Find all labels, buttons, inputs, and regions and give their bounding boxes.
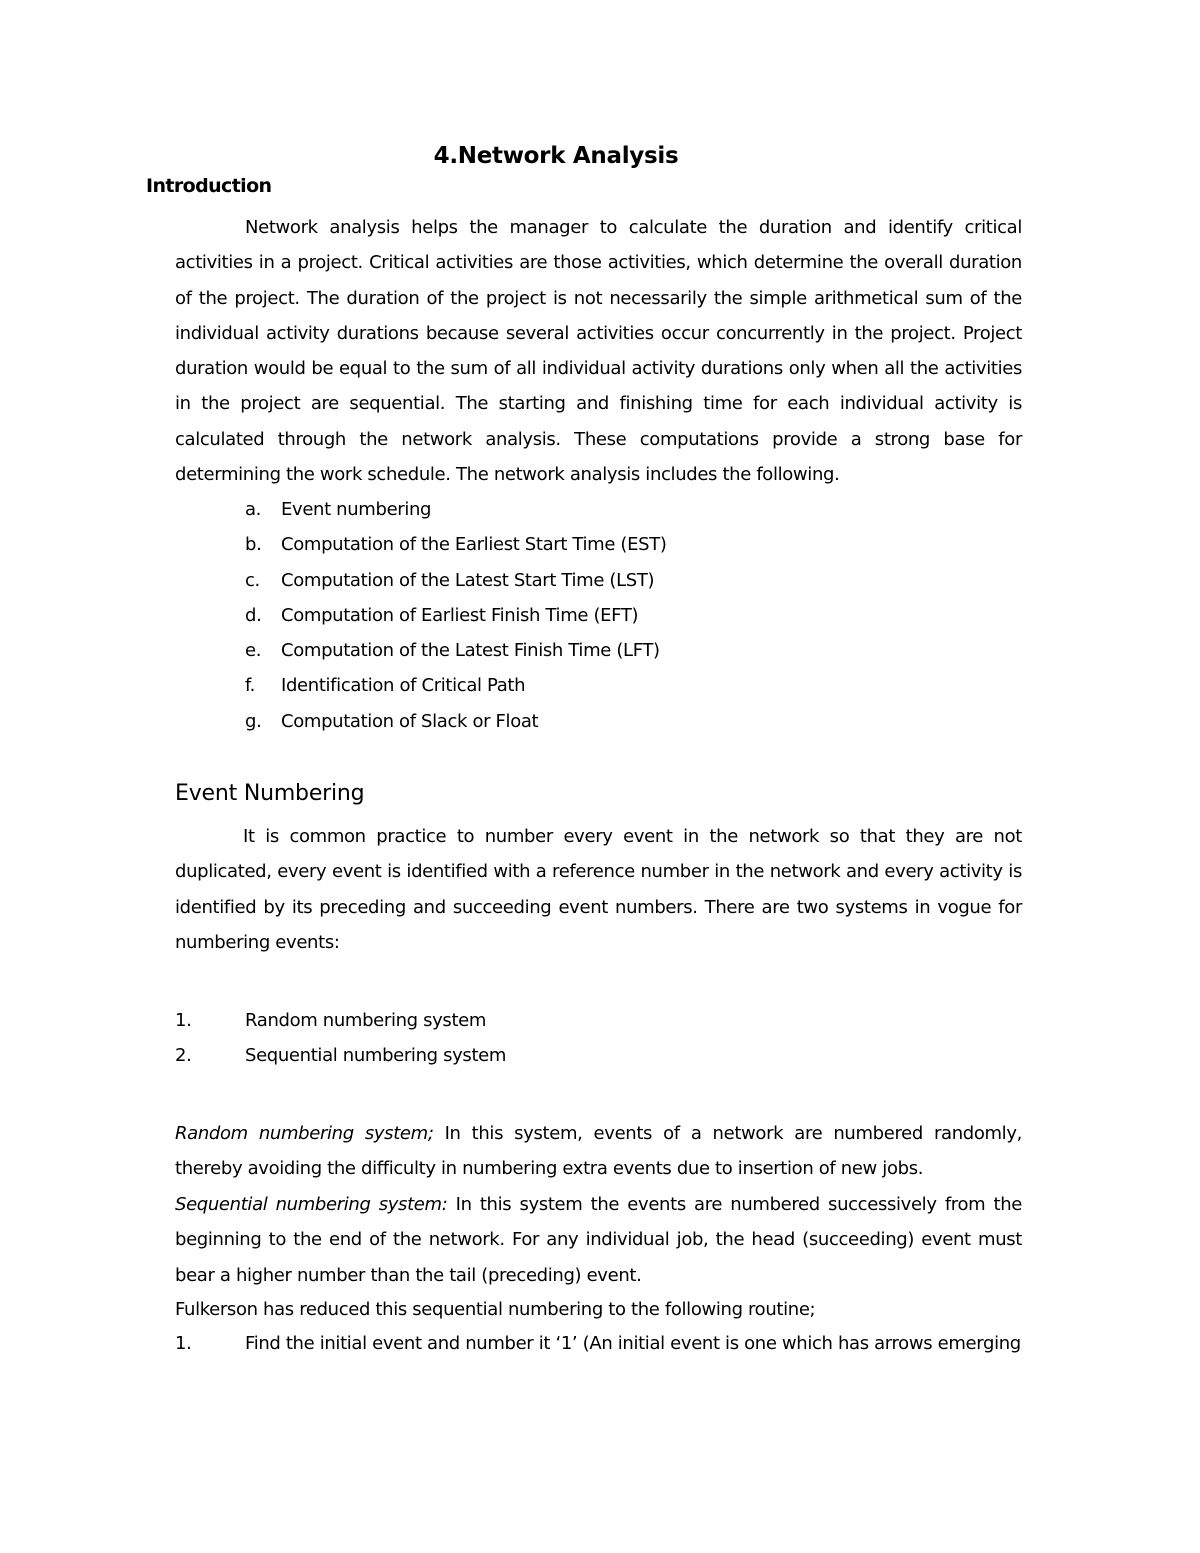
list-item-text: Sequential numbering system (245, 1045, 507, 1067)
page-title: 4.Network Analysis (433, 143, 679, 169)
list-marker: b. (245, 534, 262, 556)
event-numbering-heading: Event Numbering (175, 781, 365, 806)
list-item (175, 563, 1022, 598)
list-item (175, 704, 1022, 739)
list-item-text: Computation of Earliest Finish Time (EFT) (281, 604, 639, 626)
list-item-text: Event numbering (281, 499, 432, 520)
list-item-text: Identification of Critical Path (281, 675, 526, 697)
list-item (175, 633, 1022, 668)
analysis-list (175, 492, 1022, 739)
list-item-text: Random numbering system (245, 1010, 487, 1031)
numbering-systems-list (175, 1003, 1022, 1074)
sequential-numbering-label: Sequential numbering system: (175, 1194, 448, 1215)
list-item (175, 527, 1022, 562)
list-item-text: Computation of the Earliest Start Time (EST) (281, 534, 667, 556)
list-item-text: Computation of the Latest Start Time (LST) (281, 569, 655, 591)
list-marker: g. (245, 710, 262, 732)
random-numbering-paragraph (175, 1116, 1022, 1187)
list-marker: f. (245, 675, 256, 697)
list-item (175, 668, 1022, 703)
list-item-text: Computation of Slack or Float (281, 710, 539, 732)
random-numbering-label: Random numbering system; (175, 1123, 434, 1144)
sequential-numbering-text: In this system the events are numbered successively from the beginning to the end of the network. For any individual job, the head (succeeding) event must bear a higher number than the tail (preceding) event. (175, 1194, 1022, 1286)
list-item (175, 1003, 1022, 1038)
list-item-text: Computation of the Latest Finish Time (LFT) (281, 640, 660, 662)
sequential-numbering-paragraph (175, 1187, 1022, 1293)
list-marker: a. (245, 499, 262, 520)
list-item-text: Find the initial event and number it ‘1’ (An initial event is one which has arrows emerging (245, 1333, 1021, 1354)
introduction-heading: Introduction (146, 175, 272, 197)
list-item (175, 492, 1022, 527)
list-marker: 1. (175, 1333, 192, 1354)
introduction-paragraph: Network analysis helps the manager to calculate the duration and identify critical activities in a project. Critical activities are those activities, which determine the overall duration of the project. The duration of the project is not necessarily the simple arithmetical sum of the individual activity durations because several activities occur concurrently in the project. Project duration would be equal to the sum of all individual activity durations only when all the activities in the project are sequential. The starting and finishing time for each individual activity is calculated through the network analysis. These computations provide a strong base for determining the work schedule. The network analysis includes the following. (175, 217, 1022, 486)
list-marker: d. (245, 604, 262, 626)
list-item (175, 1038, 1022, 1073)
list-item (175, 598, 1022, 633)
fulkerson-paragraph: Fulkerson has reduced this sequential numbering to the following routine; (175, 1299, 816, 1320)
list-marker: 2. (175, 1045, 192, 1067)
list-marker: 1. (175, 1010, 192, 1031)
list-marker: c. (245, 569, 260, 591)
random-numbering-text: In this system, events of a network are numbered randomly, thereby avoiding the difficulty in numbering extra events due to insertion of new jobs. (175, 1123, 1023, 1180)
event-numbering-paragraph: It is common practice to number every event in the network so that they are not duplicated, every event is identified with a reference number in the network and every activity is identified by its preceding and succeeding event numbers. There are two systems in vogue for numbering events: (175, 826, 1022, 953)
routine-step (175, 1326, 1022, 1362)
list-marker: e. (245, 640, 262, 662)
